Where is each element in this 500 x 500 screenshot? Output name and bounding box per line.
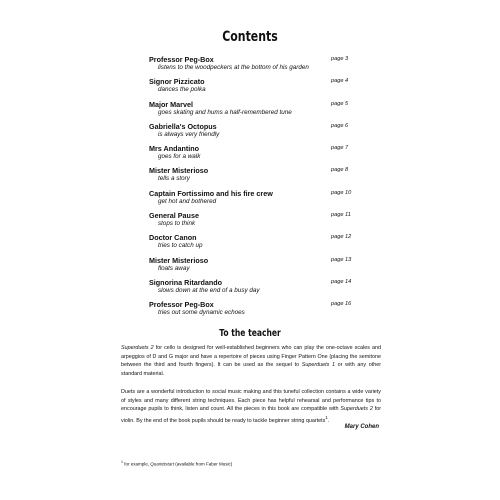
- entry-description: goes skating and hums a half-remembered tune: [158, 108, 292, 116]
- entry-page: page 12: [331, 234, 352, 241]
- contents-entry: [149, 278, 354, 300]
- page-title: Contents: [222, 29, 278, 45]
- paragraph-text: for violin. By the end of the book pupils should be ready to tackle beginner string quartets: [121, 406, 381, 424]
- entry-title: Mister Misterioso: [149, 166, 209, 176]
- entry-title: Mrs Andantino: [149, 144, 200, 154]
- book-title: Superduets 1: [301, 362, 335, 369]
- contents-entry: [149, 211, 354, 233]
- entry-description: floats away: [158, 264, 190, 272]
- entry-page: page 16: [331, 301, 352, 308]
- entry-page: page 4: [331, 78, 349, 85]
- contents-entry: [149, 100, 354, 122]
- contents-entry: [149, 300, 354, 322]
- paragraph-text: for cello is designed for well-established beginners who can play the one-octave scales and arpeggios of D and G major and have a repertoire of pieces using Finger Pattern One (placing the semitone between the third and fourth fingers). It can be used as the sequel to: [121, 345, 381, 369]
- contents-list: [149, 55, 354, 323]
- teacher-paragraph-2: [121, 388, 381, 425]
- entry-description: dances the polka: [158, 86, 206, 94]
- footnote-number: 1: [121, 460, 123, 464]
- entry-description: listens to the woodpeckers at the bottom of his garden: [158, 64, 309, 71]
- contents-entry: [149, 166, 354, 188]
- entry-title: Signorina Ritardando: [149, 277, 223, 287]
- entry-title: General Pause: [149, 211, 199, 221]
- entry-title: Professor Peg-Box: [149, 300, 214, 310]
- entry-page: page 8: [331, 167, 349, 174]
- entry-description: stops to think: [158, 220, 196, 228]
- entry-title: Gabriella's Octopus: [149, 121, 217, 131]
- footnote-text: for example,: [123, 461, 151, 467]
- author-signature: Mary Cohen: [344, 424, 379, 430]
- contents-entry: [149, 189, 354, 211]
- entry-description: slows down at the end of a busy day: [158, 286, 260, 294]
- entry-page: page 3: [331, 56, 349, 62]
- paragraph-text: or with any other standard material.: [121, 362, 381, 377]
- entry-page: page 7: [331, 145, 349, 152]
- entry-title: Major Marvel: [149, 99, 193, 109]
- book-title: Superduets 2: [340, 406, 373, 413]
- teacher-heading: To the teacher: [219, 328, 281, 339]
- contents-entry: [149, 122, 354, 144]
- contents-entry: [149, 256, 354, 278]
- entry-title: Signor Pizzicato: [149, 77, 205, 87]
- contents-entry: [149, 55, 354, 77]
- entry-description: tells a story: [158, 175, 190, 183]
- footnote: [121, 460, 232, 467]
- footnote-marker: 1: [325, 414, 328, 420]
- contents-entry: [149, 144, 354, 166]
- paragraph-text: .: [327, 417, 330, 424]
- footnote-title: Quartetstart: [150, 461, 175, 467]
- entry-page: page 13: [331, 256, 352, 263]
- contents-entry: [149, 77, 354, 99]
- teacher-paragraph-1: [121, 344, 381, 378]
- entry-page: page 14: [331, 278, 352, 285]
- entry-page: page 10: [331, 189, 352, 196]
- entry-description: tries out some dynamic echoes: [158, 309, 245, 317]
- entry-title: Mister Misterioso: [149, 255, 209, 265]
- paragraph-text: Duets are a wonderful introduction to social music making and this tuneful collection contains a wide variety of styles and many different string techniques. Each piece has helpful rehearsal and performance tips to encourage pupils to think, listen and count. All the pieces in this book are compatible with: [121, 389, 381, 413]
- book-title: Superduets 2: [121, 345, 154, 351]
- entry-description: is always very friendly: [158, 130, 220, 138]
- entry-page: page 6: [331, 122, 349, 129]
- entry-description: goes for a walk: [158, 153, 201, 161]
- contents-entry: [149, 233, 354, 255]
- entry-page: page 11: [331, 212, 351, 219]
- entry-page: page 5: [331, 100, 349, 107]
- entry-description: get hot and bothered: [158, 197, 217, 205]
- entry-title: Professor Peg-Box: [149, 55, 214, 64]
- entry-description: tries to catch up: [158, 242, 203, 250]
- entry-title: Captain Fortissimo and his fire crew: [149, 188, 273, 198]
- entry-title: Doctor Canon: [149, 233, 197, 243]
- footnote-text: (available from Faber Music): [174, 461, 233, 467]
